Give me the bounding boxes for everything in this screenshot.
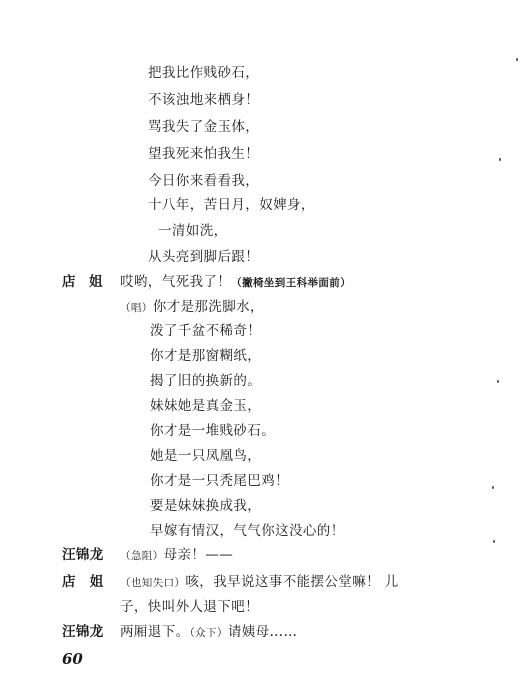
dialogue-line: 子，快叫外人退下吧！ bbox=[120, 599, 259, 615]
scan-speck bbox=[497, 380, 499, 383]
verse-line: 她是一只凤凰鸟， bbox=[150, 448, 262, 464]
dialogue-text: 请姨母…… bbox=[227, 624, 298, 640]
verse-line: 十八年，苦日月，奴婢身， bbox=[148, 197, 315, 213]
scan-speck bbox=[516, 58, 518, 61]
verse-line: 要是妹妹换成我， bbox=[150, 498, 262, 514]
stage-direction: （撇椅坐到王科举面前） bbox=[231, 277, 352, 289]
verse-line: 今日你来看看我， bbox=[148, 173, 260, 189]
verse-line: 不该浊地来栖身！ bbox=[148, 92, 260, 108]
stage-direction: （众下） bbox=[189, 627, 228, 639]
speaker-name: 店 姐 bbox=[62, 574, 104, 590]
dialogue-text: 母亲！—— bbox=[163, 547, 234, 563]
dialogue-line bbox=[120, 273, 351, 292]
speaker-name: 汪锦龙 bbox=[62, 624, 104, 640]
dialogue-text: 哎哟，气死我了！ bbox=[120, 274, 232, 290]
verse-line: 揭了旧的换新的。 bbox=[150, 373, 262, 389]
speaker-name: 店 姐 bbox=[62, 274, 103, 290]
verse-text: 你才是那洗脚水， bbox=[152, 299, 264, 315]
dialogue-text: 两厢退下。 bbox=[120, 624, 190, 640]
verse-line: 一清如洗， bbox=[158, 223, 228, 239]
stage-direction: （唱） bbox=[120, 302, 153, 314]
verse-line: 早嫁有情汉，气气你这没心的！ bbox=[150, 523, 345, 539]
dialogue-line bbox=[120, 573, 399, 592]
verse-line: 你才是那窗糊纸， bbox=[150, 348, 262, 364]
speaker-name: 汪锦龙 bbox=[62, 547, 104, 563]
verse-line: 你才是一只秃尾巴鸡！ bbox=[150, 473, 289, 489]
verse-line: 骂我失了金玉体， bbox=[148, 119, 260, 135]
verse-line: 泼了千盆不稀奇！ bbox=[150, 323, 262, 339]
verse-line: 你才是一堆贱砂石。 bbox=[150, 423, 276, 439]
sung-line bbox=[120, 298, 264, 317]
dialogue-line bbox=[120, 546, 233, 565]
verse-line: 把我比作贱砂石， bbox=[148, 65, 260, 81]
scan-speck bbox=[493, 540, 495, 543]
dialogue-line bbox=[120, 623, 297, 642]
scan-speck bbox=[492, 486, 494, 489]
verse-line: 妹妹她是真金玉， bbox=[150, 398, 262, 414]
stage-direction: （也知失口） bbox=[120, 577, 186, 589]
page-number: 60 bbox=[62, 650, 83, 668]
dialogue-text: 咳，我早说这事不能摆公堂嘛！ 儿 bbox=[185, 574, 399, 590]
verse-line: 从头亮到脚后跟！ bbox=[148, 249, 260, 265]
verse-line: 望我死来怕我生！ bbox=[148, 146, 260, 162]
scan-speck bbox=[499, 158, 501, 161]
stage-direction: （急阻） bbox=[120, 550, 164, 562]
